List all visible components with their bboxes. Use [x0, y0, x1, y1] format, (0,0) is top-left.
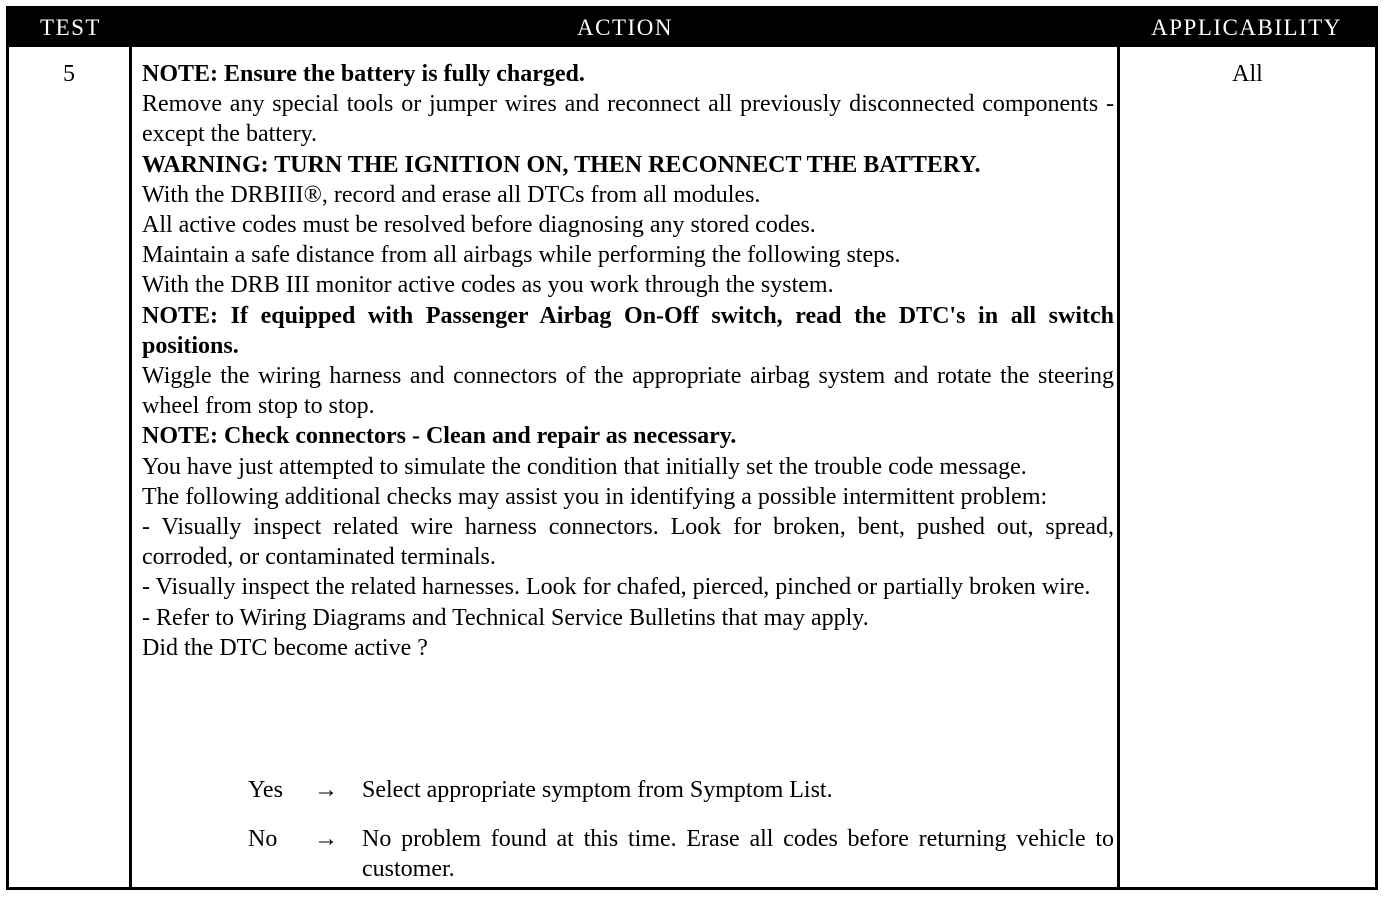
instruction-line: Remove any special tools or jumper wires and reconnect all previously disconnected components - except the battery. [142, 91, 1114, 148]
arrow-icon: → [314, 777, 338, 803]
note-line: NOTE: Check connectors - Clean and repair as necessary. [142, 423, 737, 450]
applicability-value: All [1232, 61, 1263, 87]
instruction-line: You have just attempted to simulate the condition that initially set the trouble code message. [142, 453, 1027, 480]
instruction-line: - Refer to Wiring Diagrams and Technical Service Bulletins that may apply. [142, 604, 869, 631]
instruction-line: Wiggle the wiring harness and connectors of the appropriate airbag system and rotate the steering wheel from stop to stop. [142, 363, 1114, 420]
instruction-line: All active codes must be resolved before diagnosing any stored codes. [142, 212, 816, 239]
instruction-line: Maintain a safe distance from all airbags while performing the following steps. [142, 242, 901, 269]
answer-choices [248, 775, 1114, 903]
instruction-line: With the DRBIII®, record and erase all DTCs from all modules. [142, 181, 761, 208]
column-divider [129, 47, 132, 887]
choice-text: No problem found at this time. Erase all codes before returning vehicle to customer. [362, 826, 1114, 882]
choice-yes [248, 775, 1114, 805]
column-divider [1117, 47, 1120, 887]
note-line: NOTE: Ensure the battery is fully charged. [142, 61, 585, 87]
choice-label: Yes [248, 777, 283, 803]
instruction-line: - Visually inspect related wire harness connectors. Look for broken, bent, pushed out, spread, corroded, or contaminated terminals. [142, 514, 1114, 571]
header-action: ACTION [577, 15, 673, 40]
arrow-icon: → [314, 826, 338, 852]
choice-no [248, 824, 1114, 884]
instruction-line: - Visually inspect the related harnesses. Look for chafed, pierced, pinched or partially broken wire. [142, 574, 1091, 601]
test-number: 5 [63, 61, 75, 87]
instruction-line: Did the DTC become active ? [142, 634, 428, 661]
header-test: TEST [40, 15, 101, 40]
instruction-line: The following additional checks may assist you in identifying a possible intermittent problem: [142, 483, 1048, 510]
note-line: WARNING: TURN THE IGNITION ON, THEN RECONNECT THE BATTERY. [142, 151, 981, 178]
instruction-line: With the DRB III monitor active codes as you work through the system. [142, 272, 834, 299]
header-applicability: APPLICABILITY [1151, 15, 1342, 40]
note-line: NOTE: If equipped with Passenger Airbag On-Off switch, read the DTC's in all switch positions. [142, 302, 1114, 359]
action-text [142, 59, 1114, 663]
choice-text: Select appropriate symptom from Symptom List. [362, 777, 833, 803]
table-header [9, 9, 1375, 47]
choice-label: No [248, 826, 278, 852]
diagnostic-test-table [6, 6, 1378, 890]
